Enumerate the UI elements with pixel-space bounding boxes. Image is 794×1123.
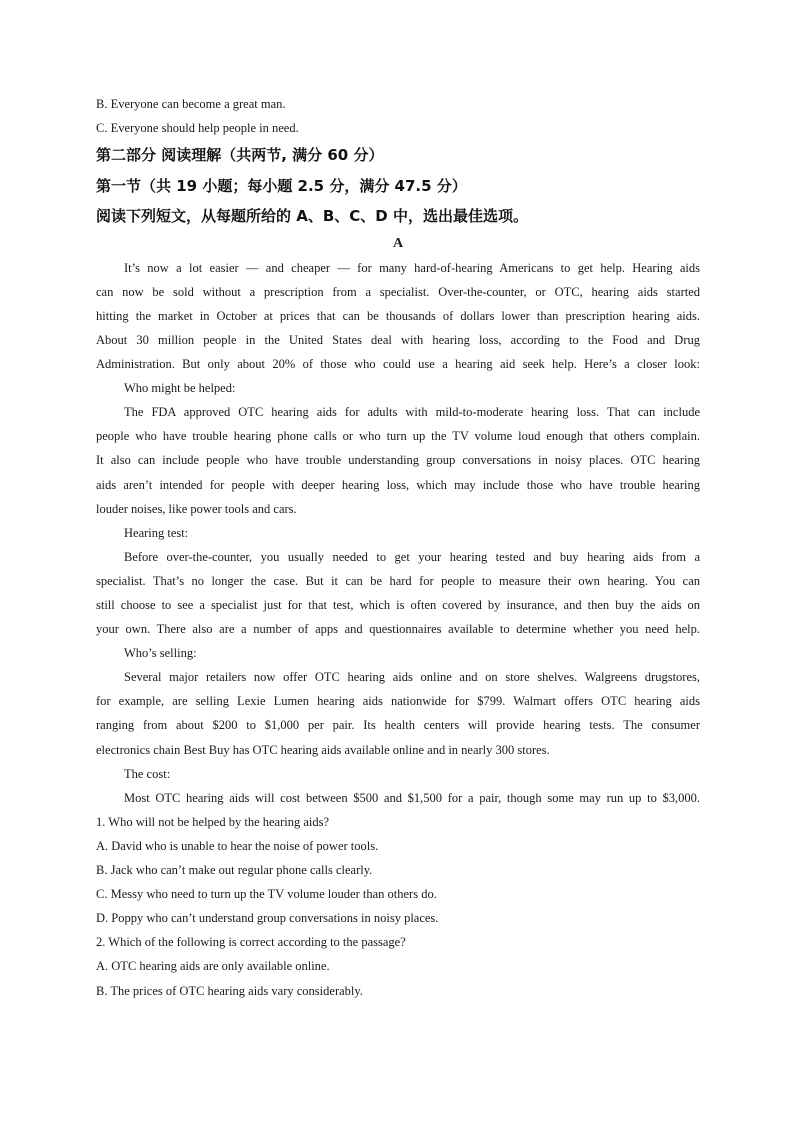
- question-option: A. OTC hearing aids are only available online.: [96, 959, 330, 974]
- paragraph-line: The FDA approved OTC hearing aids for adults with mild-to-moderate hearing loss. That can include: [124, 405, 700, 420]
- previous-option-b: B. Everyone can become a great man.: [96, 97, 286, 111]
- paragraph-line: louder noises, like power tools and cars.: [96, 501, 297, 516]
- subheading-whos-selling: Who’s selling:: [124, 646, 197, 661]
- paragraph-line: ranging from about $200 to $1,000 per pair. Its health centers will provide hearing tests. The consumer: [96, 718, 700, 733]
- page-content: [96, 92, 700, 1003]
- question-option: B. The prices of OTC hearing aids vary considerably.: [96, 983, 363, 998]
- paragraph-line: Several major retailers now offer OTC hearing aids online and on store shelves. Walgreens drugstores,: [124, 670, 700, 685]
- paragraph-line: people who have trouble hearing phone calls or who turn up the TV volume loud enough that others complain.: [96, 429, 700, 444]
- instructions-heading: 阅读下列短文，从每题所给的 A、B、C、D 中，选出最佳选项。: [96, 207, 528, 226]
- paragraph-line: It also can include people who have trouble understanding group conversations in noisy places. OTC hearing: [96, 453, 700, 468]
- question-stem: 2. Which of the following is correct according to the passage?: [96, 935, 406, 950]
- part-two-heading: 第二部分 阅读理解（共两节, 满分 60 分）: [96, 146, 384, 165]
- section-one-heading: 第一节（共 19 小题；每小题 2.5 分，满分 47.5 分）: [96, 176, 467, 195]
- passage-intro-line: Administration. But only about 20% of those who could use a hearing aid seek help. Here’s a closer look:: [96, 357, 700, 372]
- previous-option-c: C. Everyone should help people in need.: [96, 121, 299, 136]
- passage-intro-line: About 30 million people in the United States deal with hearing loss, according to the Food and Drug: [96, 332, 700, 347]
- paragraph-line: your own. There also are a number of apps and questionnaires available to determine whether you need help.: [96, 622, 700, 637]
- passage-intro-line: can now be sold without a prescription from a specialist. Over-the-counter, or OTC, hearing aids started: [96, 284, 700, 299]
- paragraph-line: still choose to see a specialist just for that test, which is often covered by insurance, and then buy the aids on: [96, 598, 700, 612]
- paragraph-line: specialist. That’s no longer the case. But it can be hard for people to measure their own hearing. You can: [96, 573, 700, 588]
- passage-letter: A: [392, 235, 404, 251]
- subheading-hearing-test: Hearing test:: [124, 525, 189, 540]
- question-option: A. David who is unable to hear the noise of power tools.: [96, 838, 379, 853]
- question-stem: 1. Who will not be helped by the hearing aids?: [96, 814, 330, 829]
- passage-intro-line: It’s now a lot easier — and cheaper — for many hard-of-hearing Americans to get help. Hearing aids: [124, 260, 700, 275]
- question-option: C. Messy who need to turn up the TV volume louder than others do.: [96, 887, 437, 902]
- subheading-who-helped: Who might be helped:: [124, 381, 236, 396]
- subheading-the-cost: The cost:: [124, 766, 171, 781]
- paragraph-line: aids aren’t intended for people with deeper hearing loss, which may include those who have trouble hearing: [96, 477, 700, 492]
- paragraph-line: Most OTC hearing aids will cost between $500 and $1,500 for a pair, though some may run up to $3,000.: [124, 790, 700, 805]
- passage-intro-line: hitting the market in October at prices that can be thousands of dollars lower than prescription hearing aids.: [96, 308, 700, 323]
- paragraph-line: electronics chain Best Buy has OTC hearing aids available online and in nearly 300 stores.: [96, 742, 550, 757]
- question-option: D. Poppy who can’t understand group conversations in noisy places.: [96, 911, 439, 926]
- paragraph-line: Before over-the-counter, you usually needed to get your hearing tested and buy hearing aids from a: [124, 549, 700, 564]
- paragraph-line: for example, are selling Lexie Lumen hearing aids nationwide for $799. Walmart offers OTC hearing aids: [96, 694, 700, 709]
- question-option: B. Jack who can’t make out regular phone calls clearly.: [96, 863, 373, 878]
